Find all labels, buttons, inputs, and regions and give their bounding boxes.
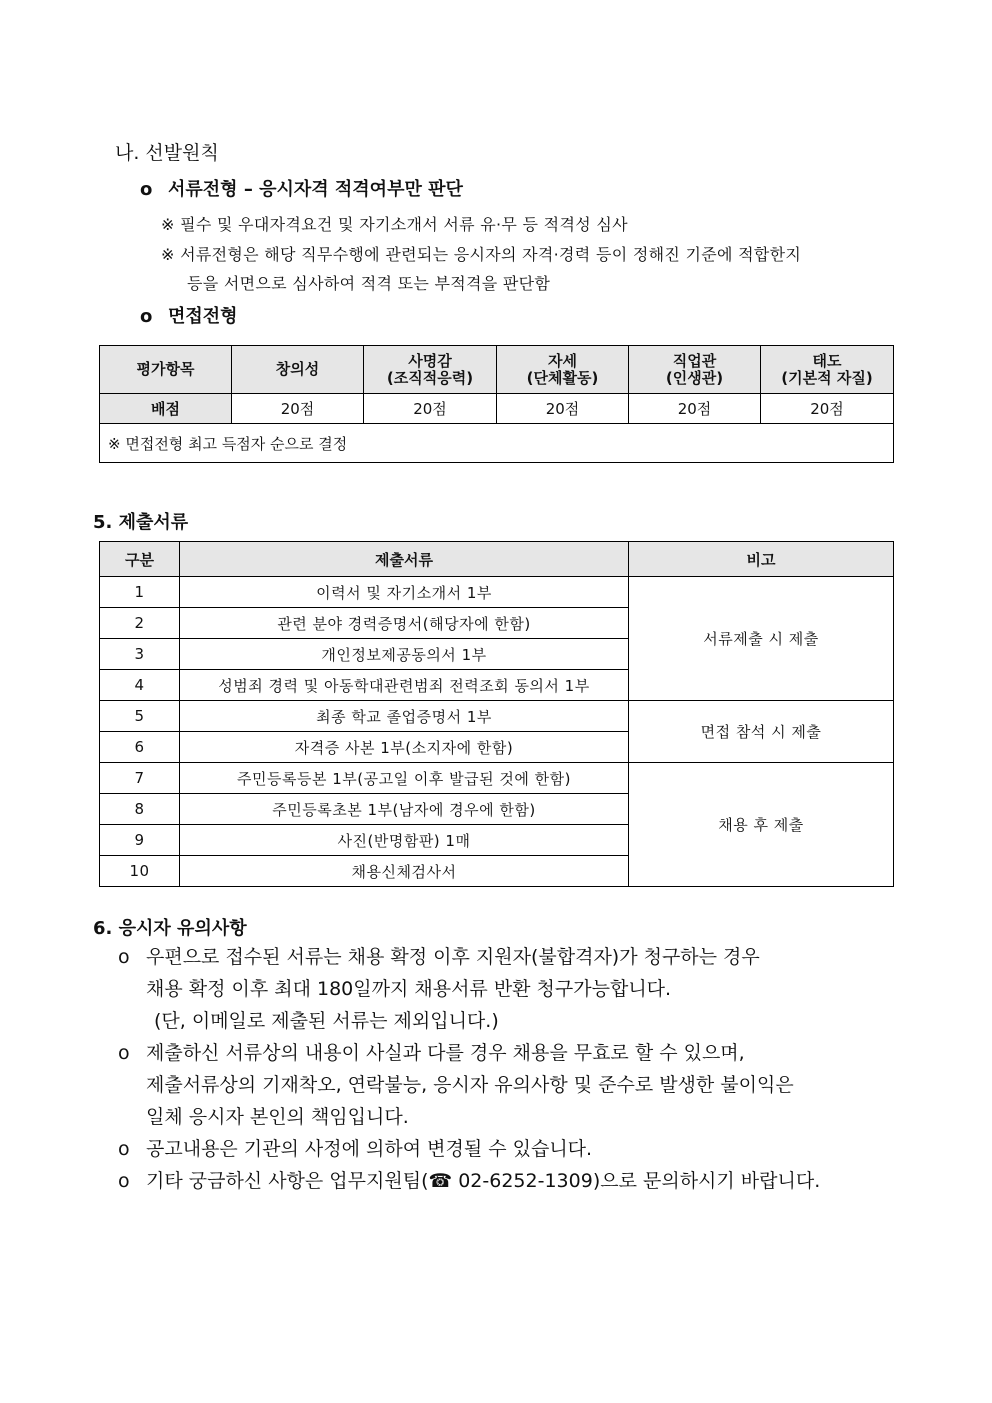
row-number: 10 (100, 856, 180, 887)
telephone-icon: ☎ (428, 1170, 453, 1192)
bullet-marker: o (118, 1138, 130, 1160)
row-number: 6 (100, 732, 180, 763)
document-name: 이력서 및 자기소개서 1부 (180, 577, 629, 608)
score-cell: 20점 (364, 394, 497, 424)
notice-line: 제출서류상의 기재착오, 연락불능, 응시자 유의사항 및 준수로 발생한 불이익은 (146, 1074, 794, 1096)
document-name: 관련 분야 경력증명서(해당자에 한함) (180, 608, 629, 639)
remark-cell: 서류제출 시 제출 (629, 577, 894, 701)
screening-note-1: ※ 필수 및 우대자격요건 및 자기소개서 서류 유·무 등 적격성 심사 (161, 215, 628, 234)
row-number: 4 (100, 670, 180, 701)
documents-table (99, 541, 894, 887)
header-remark: 비고 (629, 542, 894, 577)
notice-item-1 (118, 941, 760, 1037)
document-name: 자격증 사본 1부(소지자에 한함) (180, 732, 629, 763)
header-sense-of-duty: 사명감 (조직적응력) (364, 346, 497, 394)
notice-section-title: 6. 응시자 유의사항 (93, 918, 247, 939)
documents-section-title: 5. 제출서류 (93, 512, 189, 533)
header-document: 제출서류 (180, 542, 629, 577)
document-name: 개인정보제공동의서 1부 (180, 639, 629, 670)
notice-line: 제출하신 서류상의 내용이 사실과 다를 경우 채용을 무효로 할 수 있으며, (146, 1042, 745, 1064)
score-cell: 20점 (232, 394, 364, 424)
row-number: 3 (100, 639, 180, 670)
score-cell: 20점 (629, 394, 761, 424)
notice-line: 우편으로 접수된 서류는 채용 확정 이후 지원자(불합격자)가 청구하는 경우 (146, 946, 760, 968)
document-name: 주민등록등본 1부(공고일 이후 발급된 것에 한함) (180, 763, 629, 794)
row-number: 2 (100, 608, 180, 639)
header-work-ethic: 직업관 (인생관) (629, 346, 761, 394)
interview-heading (140, 302, 238, 328)
remark-cell: 면접 참석 시 제출 (629, 701, 894, 763)
phone-number: 02-6252-1309 (458, 1170, 593, 1192)
screening-note-3: 등을 서면으로 심사하여 적격 또는 부적격을 판단함 (187, 274, 551, 293)
row-number: 8 (100, 794, 180, 825)
notice-item-4 (118, 1165, 820, 1197)
document-name: 최종 학교 졸업증명서 1부 (180, 701, 629, 732)
bullet-marker: o (140, 306, 153, 327)
notice-line: 기타 궁금하신 사항은 업무지원팀( (146, 1170, 429, 1192)
document-screening-title: 서류전형 – 응시자격 적격여부만 판단 (168, 179, 463, 200)
table-row (100, 701, 894, 732)
notice-line: )으로 문의하시기 바랍니다. (592, 1170, 821, 1192)
table-row (100, 577, 894, 608)
notice-line: 채용 확정 이후 최대 180일까지 채용서류 반환 청구가능합니다. (146, 978, 672, 1000)
bullet-marker: o (118, 946, 130, 968)
bullet-marker: o (118, 1170, 130, 1192)
row-number: 7 (100, 763, 180, 794)
selection-subheading: 나. 선발원칙 (115, 142, 219, 164)
score-row (100, 394, 894, 424)
table-header-row (100, 346, 894, 394)
header-attitude: 자세 (단체활동) (497, 346, 629, 394)
bullet-marker: o (118, 1042, 130, 1064)
header-creativity: 창의성 (232, 346, 364, 394)
document-name: 사진(반명함판) 1매 (180, 825, 629, 856)
interview-note: ※ 면접전형 최고 득점자 순으로 결정 (100, 424, 894, 463)
table-row (100, 763, 894, 794)
notice-item-3 (118, 1133, 592, 1165)
table-header-row (100, 542, 894, 577)
bullet-marker: o (140, 179, 153, 200)
document-name: 채용신체검사서 (180, 856, 629, 887)
interview-title: 면접전형 (168, 306, 238, 327)
notice-line: 일체 응시자 본인의 책임입니다. (146, 1106, 409, 1128)
score-cell: 20점 (761, 394, 894, 424)
notice-line: (단, 이메일로 제출된 서류는 제외입니다.) (154, 1010, 499, 1032)
remark-cell: 채용 후 제출 (629, 763, 894, 887)
note-row (100, 424, 894, 463)
header-evaluation-item: 평가항목 (100, 346, 232, 394)
header-category: 구분 (100, 542, 180, 577)
score-cell: 20점 (497, 394, 629, 424)
header-manner: 태도 (기본적 자질) (761, 346, 894, 394)
document-name: 주민등록초본 1부(남자에 경우에 한함) (180, 794, 629, 825)
row-number: 1 (100, 577, 180, 608)
document-name: 성범죄 경력 및 아동학대관련범죄 전력조회 동의서 1부 (180, 670, 629, 701)
screening-note-2: ※ 서류전형은 해당 직무수행에 관련되는 응시자의 자격·경력 등이 정해진 기준에 적합한지 (161, 245, 802, 264)
interview-score-table (99, 345, 894, 463)
notice-line: 공고내용은 기관의 사정에 의하여 변경될 수 있습니다. (146, 1138, 593, 1160)
score-label: 배점 (100, 394, 232, 424)
row-number: 9 (100, 825, 180, 856)
row-number: 5 (100, 701, 180, 732)
notice-item-2 (118, 1037, 794, 1133)
document-screening-heading (140, 175, 463, 201)
